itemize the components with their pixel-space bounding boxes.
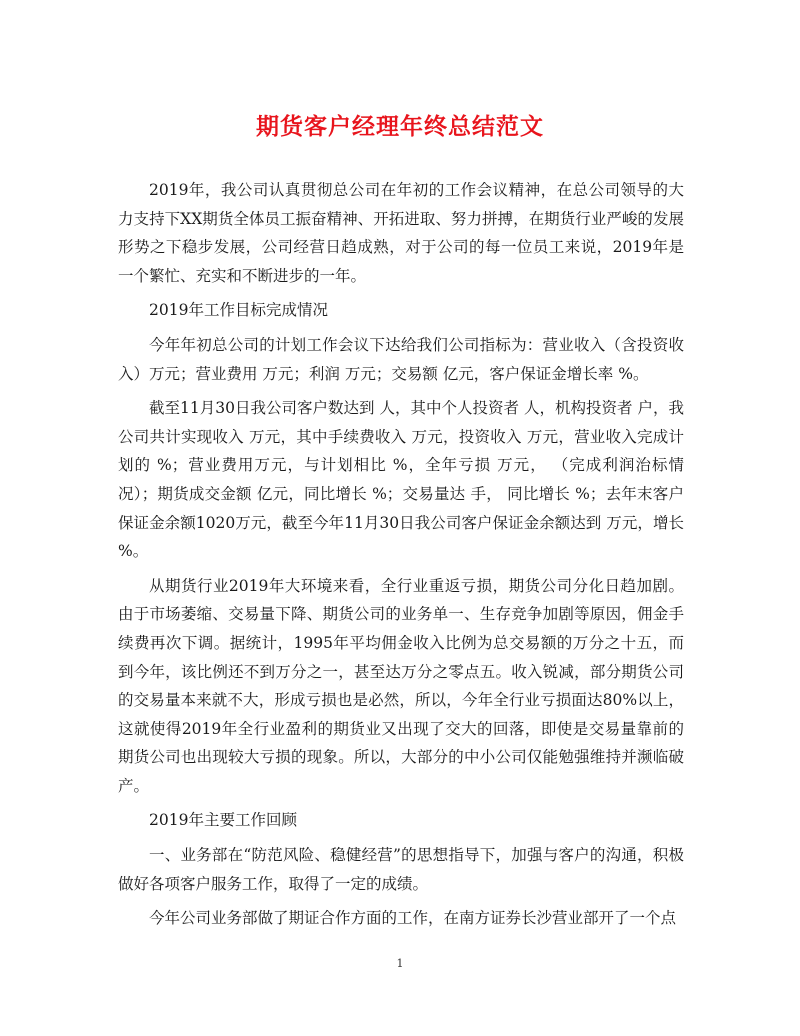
paragraph-industry: 从期货行业2019年大环境来看，全行业重返亏损，期货公司分化日趋加剧。由于市场萎缩、交易量下降、期货公司的业务单一、生存竞争加剧等原因，佣金手续费再次下调。据统计，1995年平均佣金收入比例为总交易额的万分之十五，而到今年，该比例还不到万分之一，甚至达万分之零点五。收入锐减，部分期货公司的交易量本来就不大，形成亏损也是必然，所以，今年全行业亏损面达80%以上，这就使得2019年全行业盈利的期货业又出现了交大的回落，即使是交易量靠前的期货公司也出现较大亏损的现象。所以，大部分的中小公司仅能勉强维持并濒临破产。 bbox=[118, 576, 684, 795]
section-heading-review: 2019年主要工作回顾 bbox=[149, 811, 297, 830]
document-body bbox=[118, 176, 684, 933]
document-title: 期货客户经理年终总结范文 bbox=[256, 113, 544, 140]
paragraph-intro: 2019年，我公司认真贯彻总公司在年初的工作会议精神，在总公司领导的大力支持下XX期货全体员工振奋精神、开拓进取、努力拼搏，在期货行业严峻的发展形势之下稳步发展，公司经营日趋成熟，对于公司的每一位员工来说，2019年是一个繁忙、充实和不断进步的一年。 bbox=[118, 181, 684, 285]
section-heading-targets: 2019年工作目标完成情况 bbox=[149, 301, 328, 320]
paragraph-business-dept: 一、业务部在“防范风险、稳健经营”的思想指导下，加强与客户的沟通，积极做好各项客户服务工作，取得了一定的成绩。 bbox=[118, 846, 684, 893]
paragraph-cooperation: 今年公司业务部做了期证合作方面的工作，在南方证券长沙营业部开了一个点 bbox=[149, 909, 677, 928]
page-number: 1 bbox=[396, 957, 404, 970]
paragraph-results: 截至11月30日我公司客户数达到 人，其中个人投资者 人，机构投资者 户，我公司共计实现收入 万元，其中手续费收入 万元，投资收入 万元，营业收入完成计划的 %；营业费用万元，与计划相比 %，全年亏损 万元， （完成利润治标情况）；期货成交金额 亿元，同比增长 %；交易量达 手， 同比增长 %；去年末客户保证金余额1020万元，截至今年11月30日我公司客户保证金余额达到 万元，增长 %。 bbox=[118, 399, 684, 561]
paragraph-targets: 今年年初总公司的计划工作会议下达给我们公司指标为：营业收入（含投资收入）万元；营业费用 万元；利润 万元；交易额 亿元，客户保证金增长率 %。 bbox=[118, 335, 684, 383]
